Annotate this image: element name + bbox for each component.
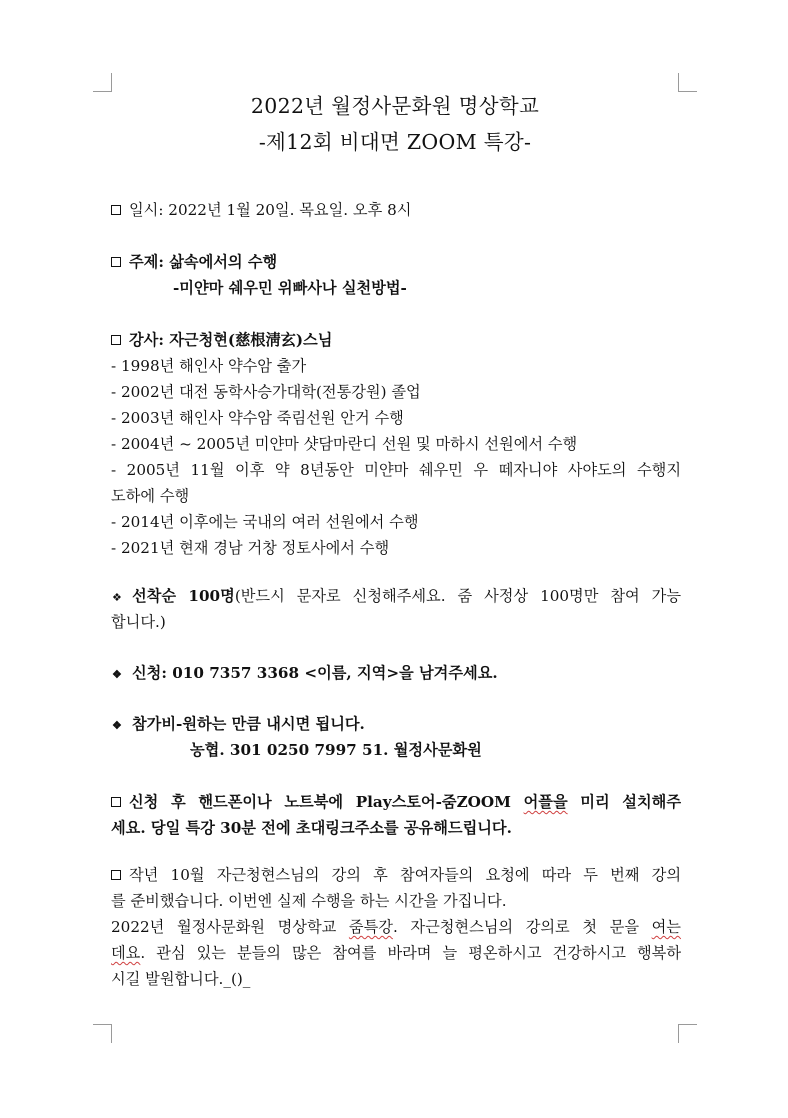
fee-row xyxy=(111,713,681,734)
notice-text-cont: 세요. 당일 특강 30분 전에 초대링크주소를 공유해드립니다. xyxy=(111,819,512,837)
closing-text: . 자근청현스님의 강의로 첫 문을 xyxy=(392,918,652,936)
lecturer-row xyxy=(111,329,681,350)
bio-item: - 2005년 11월 이후 약 8년동안 미얀마 쉐우민 우 떼자니야 사야도의 수행지 xyxy=(111,461,681,479)
closing-text: . 관심 있는 분들의 많은 참여를 바라며 늘 평온하시고 건강하시고 행복하 xyxy=(140,944,681,962)
capacity-bold: 선착순 100명 xyxy=(132,587,235,605)
checkbox-icon xyxy=(111,205,121,215)
closing-text: 작년 10월 자근청현스님의 강의 후 참여자들의 요청에 따라 두 번째 강의 xyxy=(129,866,681,884)
bio-item: 도하에 수행 xyxy=(111,487,190,505)
lecturer-name: : 자근청현(慈根淸玄)스님 xyxy=(158,331,333,349)
apply-label: 신청 xyxy=(132,664,162,682)
closing-text-spellcheck: 줌특강 xyxy=(348,918,393,936)
page-corner-mark xyxy=(678,1024,697,1043)
bio-item: - 2021년 현재 경남 거창 정토사에서 수행 xyxy=(111,539,390,557)
document-subtitle: -제12회 비대면 ZOOM 특강- xyxy=(258,130,532,154)
page-corner-mark xyxy=(93,1024,112,1043)
topic-label: 주제 xyxy=(129,253,159,271)
checkbox-icon xyxy=(111,797,121,807)
date-row xyxy=(111,199,681,220)
notice-text-spellcheck: 어플을 xyxy=(523,793,568,811)
closing-text: 를 준비했습니다. 이번엔 실제 수행을 하는 시간을 가집니다. xyxy=(111,892,507,910)
bio-item: - 2004년 ~ 2005년 미얀마 샷담마란디 선원 및 마하시 선원에서 수행 xyxy=(111,435,578,453)
diamond-bullet-icon: ❖ xyxy=(112,591,122,604)
date-label: 일시 xyxy=(129,201,159,219)
bio-item: - 1998년 해인사 약수암 출가 xyxy=(111,357,307,375)
notice-text: 미리 설치해주 xyxy=(567,793,681,811)
closing-text: 시길 발원합니다._()_ xyxy=(111,970,251,988)
page-corner-mark xyxy=(678,73,697,92)
checkbox-icon xyxy=(111,257,121,267)
capacity-text: (반드시 문자로 신청해주세요. 줌 사정상 100명만 참여 가능 xyxy=(234,587,681,605)
closing-row xyxy=(111,864,681,885)
notice-row xyxy=(111,791,681,812)
topic-row xyxy=(111,251,681,272)
date-value: : 2022년 1월 20일. 목요일. 오후 8시 xyxy=(158,201,412,219)
fee-text: 참가비-원하는 만큼 내시면 됩니다. xyxy=(132,715,365,733)
lecturer-label: 강사 xyxy=(129,331,159,349)
apply-row xyxy=(111,662,681,683)
checkbox-icon xyxy=(111,335,121,345)
closing-text: 2022년 월정사문화원 명상학교 xyxy=(111,918,349,936)
closing-paragraph xyxy=(111,916,681,937)
bio-item: - 2003년 해인사 약수암 죽림선원 안거 수행 xyxy=(111,409,404,427)
diamond-bullet-icon: ❖ xyxy=(112,668,122,681)
checkbox-icon xyxy=(111,870,121,880)
document-title: 2022년 월정사문화원 명상학교 xyxy=(250,94,540,118)
topic-subtitle: -미얀마 쉐우민 위빠사나 실천방법- xyxy=(173,279,407,297)
bio-item: - 2002년 대전 동학사승가대학(전통강원) 졸업 xyxy=(111,383,421,401)
diamond-bullet-icon: ❖ xyxy=(112,719,122,732)
apply-value: : 010 7357 3368 <이름, 지역>을 남겨주세요. xyxy=(161,664,498,682)
closing-text-spellcheck: 여는 xyxy=(651,918,681,936)
notice-text: 신청 후 핸드폰이나 노트북에 Play스토어-줌ZOOM xyxy=(129,793,524,811)
closing-text-spellcheck: 데요 xyxy=(111,944,141,962)
topic-value: : 삶속에서의 수행 xyxy=(158,253,278,271)
closing-paragraph xyxy=(111,942,681,963)
capacity-text-cont: 합니다.) xyxy=(111,613,166,631)
bio-item: - 2014년 이후에는 국내의 여러 선원에서 수행 xyxy=(111,513,419,531)
bank-account: 농협. 301 0250 7997 51. 월정사문화원 xyxy=(190,741,482,759)
capacity-row xyxy=(111,585,681,606)
